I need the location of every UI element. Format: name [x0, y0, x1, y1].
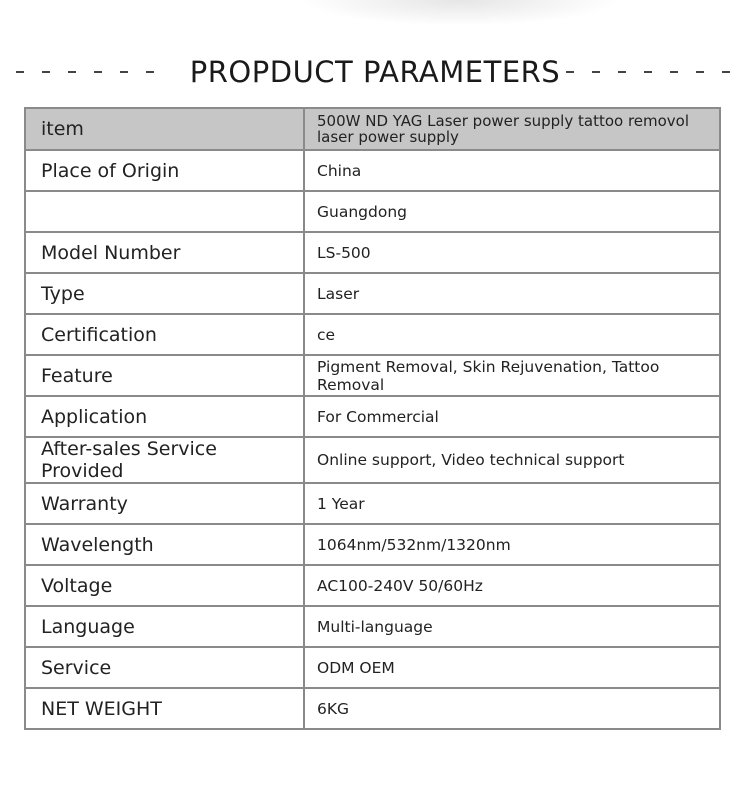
- table-row: [25, 437, 720, 483]
- row-value: 6KG: [304, 688, 720, 729]
- row-value: For Commercial: [304, 396, 720, 437]
- title-dash-right: [566, 71, 738, 73]
- row-label: Language: [25, 606, 304, 647]
- page-title: PROPDUCT PARAMETERS: [189, 55, 561, 89]
- row-value: 1 Year: [304, 483, 720, 524]
- row-value: Multi-language: [304, 606, 720, 647]
- top-shadow-decoration: [300, 0, 620, 26]
- row-label: Certification: [25, 314, 304, 355]
- row-label: Service: [25, 647, 304, 688]
- table-row: [25, 273, 720, 314]
- row-label: After-sales Service Provided: [25, 437, 304, 483]
- row-label: Warranty: [25, 483, 304, 524]
- row-value: Pigment Removal, Skin Rejuvenation, Tattoo Removal: [304, 355, 720, 396]
- table-row: [25, 191, 720, 232]
- header-value-cell: 500W ND YAG Laser power supply tattoo removol laser power supply: [304, 108, 720, 150]
- parameters-table: [24, 107, 721, 730]
- row-label: Application: [25, 396, 304, 437]
- row-value: ODM OEM: [304, 647, 720, 688]
- table-row: [25, 524, 720, 565]
- table-row: [25, 647, 720, 688]
- table-row: [25, 688, 720, 729]
- table-row: [25, 606, 720, 647]
- row-label: Place of Origin: [25, 150, 304, 191]
- row-label: [25, 191, 304, 232]
- row-value: Online support, Video technical support: [304, 437, 720, 483]
- row-label: Wavelength: [25, 524, 304, 565]
- table-header-row: [25, 108, 720, 150]
- row-label: Type: [25, 273, 304, 314]
- row-value: AC100-240V 50/60Hz: [304, 565, 720, 606]
- table-row: [25, 396, 720, 437]
- row-label: Voltage: [25, 565, 304, 606]
- row-label: NET WEIGHT: [25, 688, 304, 729]
- row-label: Feature: [25, 355, 304, 396]
- title-row: [0, 52, 750, 92]
- row-value: China: [304, 150, 720, 191]
- row-value: Laser: [304, 273, 720, 314]
- header-label-cell: item: [25, 108, 304, 150]
- row-value: 1064nm/532nm/1320nm: [304, 524, 720, 565]
- row-value: LS-500: [304, 232, 720, 273]
- table-row: [25, 565, 720, 606]
- table-row: [25, 150, 720, 191]
- table-row: [25, 232, 720, 273]
- table-row: [25, 355, 720, 396]
- row-value: ce: [304, 314, 720, 355]
- table-row: [25, 314, 720, 355]
- row-label: Model Number: [25, 232, 304, 273]
- row-value: Guangdong: [304, 191, 720, 232]
- table-row: [25, 483, 720, 524]
